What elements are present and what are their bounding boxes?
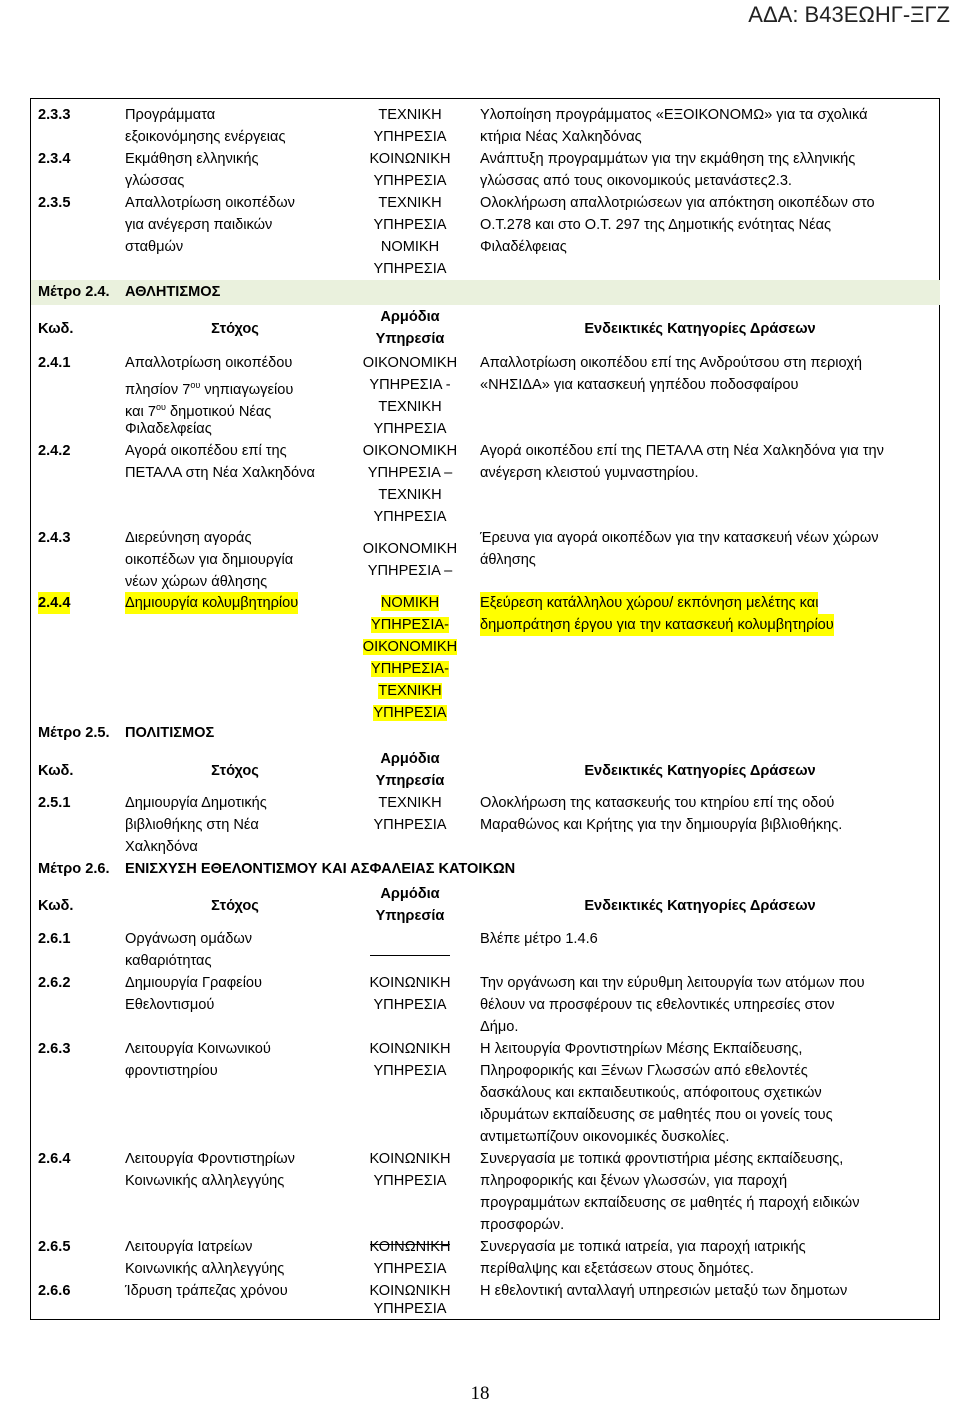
col-header-code: Κωδ. (38, 321, 74, 337)
row-action: άθλησης (480, 552, 536, 568)
row-goal: Εκμάθηση ελληνικής (125, 151, 259, 167)
row-goal: εξοικονόμησης ενέργειας (125, 129, 286, 145)
row-service: ΥΠΗΡΕΣΙΑ – (367, 465, 453, 481)
row-action: «ΝΗΣΙΔΑ» για κατασκευή γηπέδου ποδοσφαίρου (480, 377, 799, 393)
row-action: ανέγερση κλειστού γυμναστηρίου. (480, 465, 699, 481)
row-service: ΥΠΗΡΕΣΙΑ (373, 509, 447, 525)
row-service: ΥΠΗΡΕΣΙΑ- (371, 617, 449, 633)
row-goal: φροντιστηρίου (125, 1063, 218, 1079)
row-goal: και $7^{o\upsilon}$ δημοτικού Νέας (125, 402, 272, 420)
row-service: ΥΠΗΡΕΣΙΑ (373, 817, 447, 833)
row-goal: Λειτουργία Κοινωνικού (125, 1041, 271, 1057)
row-service: ΥΠΗΡΕΣΙΑ- (371, 661, 449, 677)
row-code: 2.6.4 (38, 1151, 71, 1167)
row-goal: οικοπέδων για δημιουργία (125, 552, 294, 568)
row-code: 2.6.1 (38, 931, 71, 947)
row-goal: Δημιουργία Γραφείου (125, 975, 263, 991)
row-service: ΥΠΗΡΕΣΙΑ (373, 217, 447, 233)
row-action: Δήμο. (480, 1019, 519, 1035)
row-code: 2.4.2 (38, 443, 71, 459)
row-service: ΚΟΙΝΩΝΙΚΗ (369, 1239, 451, 1255)
col-header-actions: Ενδεικτικές Κατηγορίες Δράσεων (584, 763, 816, 779)
col-header-goal: Στόχος (211, 321, 259, 337)
row-action: Η εθελοντική ανταλλαγή υπηρεσιών μεταξύ των δημοτων (480, 1283, 848, 1299)
row-action: Απαλλοτρίωση οικοπέδου επί της Ανδρούτσου στη περιοχή (480, 355, 863, 371)
row-service: ΥΠΗΡΕΣΙΑ (373, 997, 447, 1013)
row-goal: Κοινωνικής αλληλεγγύης (125, 1173, 285, 1189)
col-header-service: Υπηρεσία (375, 908, 445, 924)
col-header-service: Υπηρεσία (375, 331, 445, 347)
row-action: Αγορά οικοπέδου επί της ΠΕΤΑΛΑ στη Νέα Χαλκηδόνα για την (480, 443, 884, 459)
row-service: ΤΕΧΝΙΚΗ (378, 683, 442, 699)
row-goal: σταθμών (125, 239, 184, 255)
row-code: 2.4.4 (38, 592, 70, 614)
row-service: ΤΕΧΝΙΚΗ (378, 795, 442, 811)
row-code: 2.3.3 (38, 107, 71, 123)
row-goal: Κοινωνικής αλληλεγγύης (125, 1261, 285, 1277)
row-action: γλώσσας από τους οικονομικούς μετανάστες2.3. (480, 173, 792, 189)
row-service: ΥΠΗΡΕΣΙΑ (373, 1261, 447, 1277)
row-goal: για ανέγερση παιδικών (125, 217, 273, 233)
row-service: ΚΟΙΝΩΝΙΚΗ (369, 1151, 451, 1167)
row-goal: Λειτουργία Φροντιστηρίων (125, 1151, 295, 1167)
row-action: Βλέπε μέτρο 1.4.6 (480, 931, 598, 947)
row-goal: Οργάνωση ομάδων (125, 931, 253, 947)
row-service: ΥΠΗΡΕΣΙΑ (373, 705, 447, 721)
row-service: ΥΠΗΡΕΣΙΑ (373, 129, 447, 145)
row-action: δασκάλους και εκπαιδευτικούς, απόφοιτους σχετικών (480, 1085, 822, 1101)
row-action: Ανάπτυξη προγραμμάτων για την εκμάθηση της ελληνικής (480, 151, 856, 167)
row-goal: Προγράμματα (125, 107, 216, 123)
row-service: ΥΠΗΡΕΣΙΑ (373, 1063, 447, 1079)
row-service: ΟΙΚΟΝΟΜΙΚΗ (362, 639, 458, 655)
ada-code: ΑΔΑ: Β43ΕΩΗΓ-ΞΓΖ (748, 2, 950, 27)
measure-title: ΠΟΛΙΤΙΣΜΟΣ (125, 725, 215, 741)
row-goal: νέων χώρων άθλησης (125, 574, 268, 590)
row-code: 2.6.5 (38, 1239, 71, 1255)
page-number: 18 (470, 1383, 490, 1404)
row-goal: καθαριότητας (125, 953, 212, 969)
row-action: Ολοκλήρωση απαλλοτριώσεων για απόκτηση οικοπέδων στο (480, 195, 875, 211)
row-goal: Δημιουργία Δημοτικής (125, 795, 267, 811)
row-code: 2.6.3 (38, 1041, 71, 1057)
row-service: ΥΠΗΡΕΣΙΑ (373, 1173, 447, 1189)
row-goal: Εθελοντισμού (125, 997, 215, 1013)
row-service: ΥΠΗΡΕΣΙΑ (373, 261, 447, 277)
row-service: ΚΟΙΝΩΝΙΚΗ (369, 151, 451, 167)
row-service: ΝΟΜΙΚΗ (380, 239, 440, 255)
row-action: Εξεύρεση κατάλληλου χώρου/ εκπόνηση μελέτης και (480, 592, 818, 614)
row-action: Ολοκλήρωση της κατασκευής του κτηρίου επί της οδού (480, 795, 835, 811)
row-service: ΟΙΚΟΝΟΜΙΚΗ (362, 443, 458, 459)
col-header-service: Αρμόδια (380, 886, 440, 902)
row-goal: Απαλλοτρίωση οικοπέδων (125, 195, 295, 211)
row-code: 2.3.5 (38, 195, 71, 211)
col-header-actions: Ενδεικτικές Κατηγορίες Δράσεων (584, 898, 816, 914)
row-action: θέλουν να προσφέρουν τις εθελοντικές υπηρεσίες στον (480, 997, 835, 1013)
row-action: προσφορών. (480, 1217, 565, 1233)
col-header-code: Κωδ. (38, 898, 74, 914)
row-action: δημοπράτηση έργου για την κατασκευή κολυμβητηρίου (480, 614, 834, 636)
row-goal: Ίδρυση τράπεζας χρόνου (125, 1283, 288, 1299)
row-service: ΤΕΧΝΙΚΗ (378, 487, 442, 503)
col-header-service: Υπηρεσία (375, 773, 445, 789)
row-goal: Χαλκηδόνα (125, 839, 198, 855)
row-action: κτήρια Νέας Χαλκηδόνας (480, 129, 642, 145)
row-service: ΥΠΗΡΕΣΙΑ (373, 173, 447, 189)
row-service: ΚΟΙΝΩΝΙΚΗ (369, 1041, 451, 1057)
row-code: 2.4.1 (38, 355, 71, 371)
row-action: Συνεργασία με τοπικά ιατρεία, για παροχή ιατρικής (480, 1239, 806, 1255)
col-header-service: Αρμόδια (380, 751, 440, 767)
row-service: ΚΟΙΝΩΝΙΚΗ (369, 1283, 451, 1299)
row-action: Φιλαδέλφειας (480, 239, 567, 255)
row-goal: γλώσσας (125, 173, 185, 189)
col-header-goal: Στόχος (211, 763, 259, 779)
row-action: Η λειτουργία Φροντιστηρίων Μέσης Εκπαίδευσης, (480, 1041, 803, 1057)
row-action: Μαραθώνος και Κρήτης για την δημιουργία βιβλιοθήκης. (480, 817, 843, 833)
row-goal: βιβλιοθήκης στη Νέα (125, 817, 259, 833)
measure-label: Μέτρο 2.4. (38, 284, 110, 300)
row-action: προγραμμάτων εκπαίδευσης σε μαθητές ή παροχή ειδικών (480, 1195, 860, 1211)
row-action: Συνεργασία με τοπικά φροντιστήρια μέσης εκπαίδευσης, (480, 1151, 844, 1167)
row-goal: Αγορά οικοπέδου επί της (125, 443, 287, 459)
row-goal: πλησίον $7^{o\upsilon}$ νηπιαγωγείου (125, 380, 294, 398)
row-action: Ο.Τ.278 και στο Ο.Τ. 297 της Δημοτικής ενότητας Νέας (480, 217, 832, 233)
row-goal: Δημιουργία κολυμβητηρίου (125, 592, 298, 614)
row-service: ΟΙΚΟΝΟΜΙΚΗ (362, 541, 458, 557)
row-action: Υλοποίηση προγράμματος «ΕΞΟΙΚΟΝΟΜΩ» για τα σχολικά (480, 107, 868, 123)
measure-title: ΑΘΛΗΤΙΣΜΟΣ (125, 284, 221, 300)
row-code: 2.4.3 (38, 530, 71, 546)
row-service: ΤΕΧΝΙΚΗ (378, 195, 442, 211)
row-goal: Απαλλοτρίωση οικοπέδου (125, 355, 293, 371)
row-service: ΝΟΜΙΚΗ (380, 595, 440, 611)
divider (370, 955, 450, 956)
row-service: ΥΠΗΡΕΣΙΑ – (367, 563, 453, 579)
col-header-goal: Στόχος (211, 898, 259, 914)
row-action: πληροφορικής και ξένων γλωσσών, για παροχή (480, 1173, 788, 1189)
row-service: ΤΕΧΝΙΚΗ (378, 399, 442, 415)
row-goal: Φιλαδελφείας (125, 421, 212, 437)
row-service: ΥΠΗΡΕΣΙΑ - (369, 377, 451, 393)
row-code: 2.3.4 (38, 151, 71, 167)
row-code: 2.6.2 (38, 975, 71, 991)
col-header-actions: Ενδεικτικές Κατηγορίες Δράσεων (584, 321, 816, 337)
row-action: Έρευνα για αγορά οικοπέδων για την κατασκευή νέων χώρων (480, 530, 879, 546)
row-service: ΟΙΚΟΝΟΜΙΚΗ (362, 355, 458, 371)
row-service: ΥΠΗΡΕΣΙΑ (373, 1301, 447, 1317)
row-action: αντιμετωπίζουν οικονομικές δυσκολίες. (480, 1129, 730, 1145)
measure-label: Μέτρο 2.5. (38, 725, 110, 741)
row-code: 2.6.6 (38, 1283, 71, 1299)
row-service: ΤΕΧΝΙΚΗ (378, 107, 442, 123)
col-header-service: Αρμόδια (380, 309, 440, 325)
row-service: ΥΠΗΡΕΣΙΑ (373, 421, 447, 437)
row-goal: Λειτουργία Ιατρείων (125, 1239, 253, 1255)
row-action: περίθαλψης και εξετάσεων στους δημότες. (480, 1261, 754, 1277)
row-goal: Διερεύνηση αγοράς (125, 530, 252, 546)
measure-label: Μέτρο 2.6. (38, 861, 110, 877)
row-action: Πληροφορικής και Ξένων Γλωσσών από εθελοντές (480, 1063, 808, 1079)
measure-title: ΕΝΙΣΧΥΣΗ ΕΘΕΛΟΝΤΙΣΜΟΥ ΚΑΙ ΑΣΦΑΛΕΙΑΣ ΚΑΤΟΙΚΩΝ (125, 861, 516, 877)
row-code: 2.5.1 (38, 795, 71, 811)
col-header-code: Κωδ. (38, 763, 74, 779)
row-service: ΚΟΙΝΩΝΙΚΗ (369, 975, 451, 991)
row-action: Την οργάνωση και την εύρυθμη λειτουργία των ατόμων που (480, 975, 865, 991)
row-goal: ΠΕΤΑΛΑ στη Νέα Χαλκηδόνα (125, 465, 315, 481)
row-action: ιδρυμάτων εκπαίδευσης σε μαθητές που οι γονείς τους (480, 1107, 833, 1123)
